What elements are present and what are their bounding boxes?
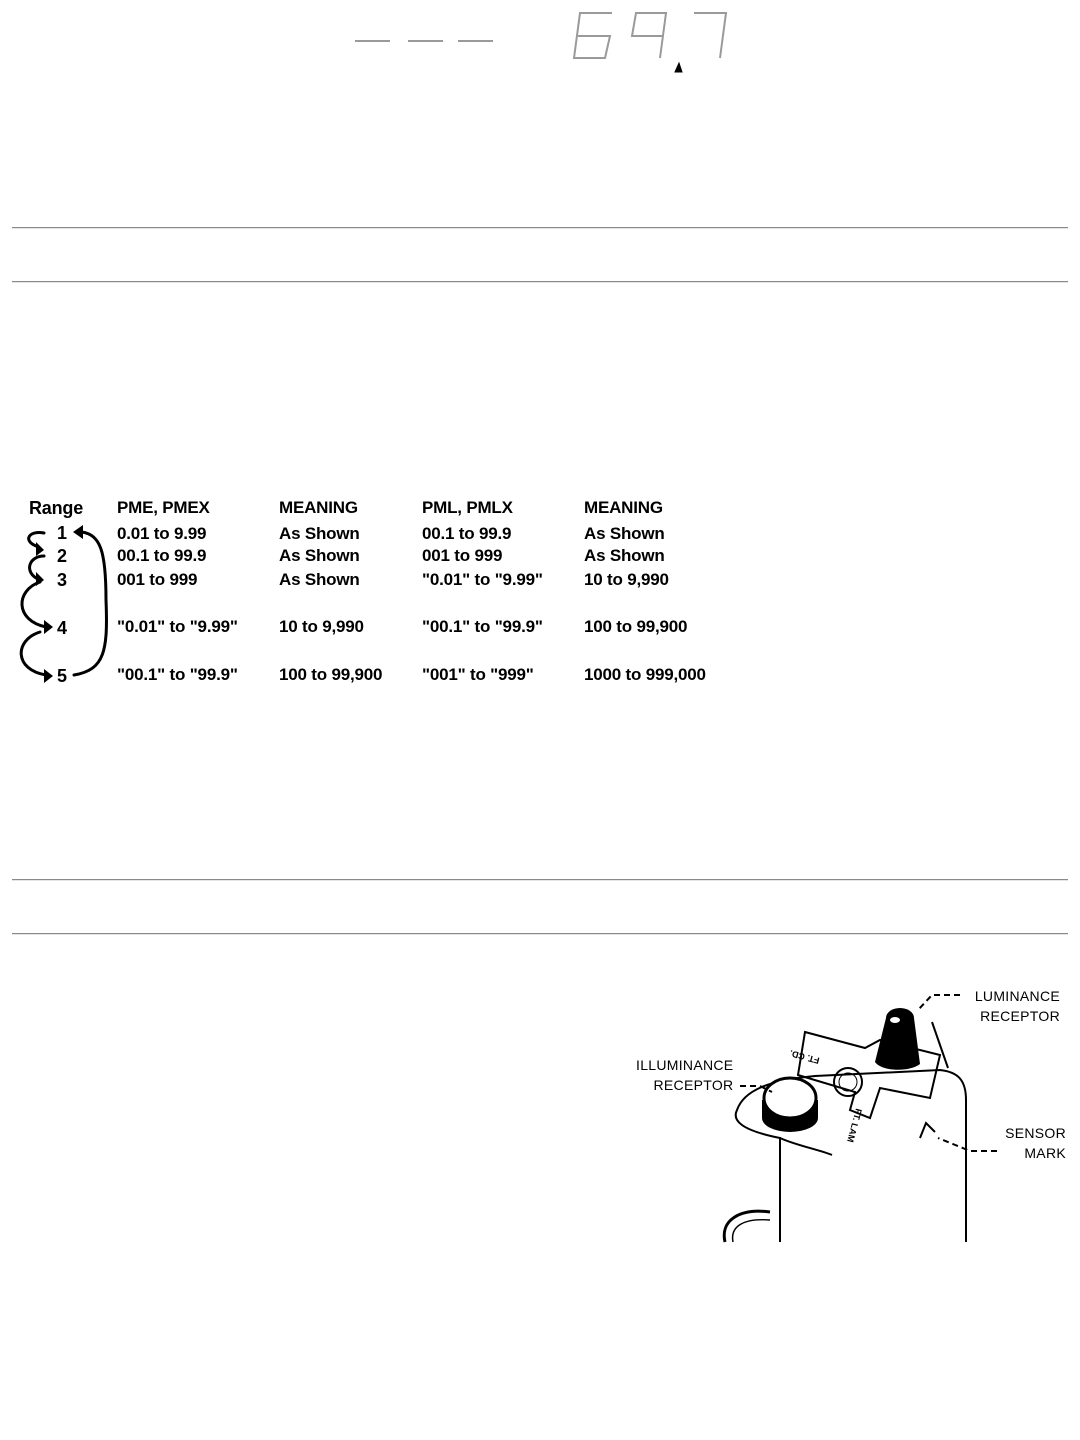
digit-six xyxy=(574,13,612,58)
leader-sensor-mark xyxy=(938,1138,997,1151)
cell-pme: "0.01" to "9.99" xyxy=(117,617,238,636)
range-number: 5 xyxy=(57,666,67,686)
cell-meaning-1: 100 to 99,900 xyxy=(279,665,383,684)
range-number: 1 xyxy=(57,523,67,543)
cell-meaning-2: 1000 to 999,000 xyxy=(584,665,706,684)
arrowhead xyxy=(36,542,44,556)
cell-pml: 001 to 999 xyxy=(422,546,503,565)
range-number: 4 xyxy=(57,618,67,638)
header-pme-pmex: PME, PMEX xyxy=(117,498,210,517)
right-readout-digits xyxy=(574,13,726,72)
range-number: 2 xyxy=(57,546,67,566)
cell-pml: "0.01" to "9.99" xyxy=(422,570,543,589)
digit-nine xyxy=(632,13,666,58)
arrow-loop-3-to-4 xyxy=(22,582,46,627)
meter-sensor-illustration xyxy=(620,980,1080,1250)
cell-meaning-1: As Shown xyxy=(279,546,360,565)
callout-illuminance-receptor: ILLUMINANCE RECEPTOR xyxy=(636,1057,734,1093)
horizontal-rule xyxy=(12,933,1068,935)
cell-meaning-2: 100 to 99,900 xyxy=(584,617,688,636)
luminance-receptor-cone xyxy=(875,1008,920,1070)
decimal-point-marker xyxy=(675,63,682,72)
cell-pml: "001" to "999" xyxy=(422,665,534,684)
horizontal-rule xyxy=(12,227,1068,229)
cell-meaning-2: 10 to 9,990 xyxy=(584,570,669,589)
arrow-loop-4-to-5 xyxy=(21,632,46,675)
illuminance-receptor-dome xyxy=(762,1078,818,1132)
cell-meaning-2: As Shown xyxy=(584,524,665,543)
arrowhead xyxy=(36,572,44,586)
header-range: Range xyxy=(29,498,84,518)
arrow-return-5-to-1 xyxy=(74,532,106,675)
seven-segment-display xyxy=(0,0,1080,90)
meter-side-edge xyxy=(780,1138,832,1155)
header-pml-pmlx: PML, PMLX xyxy=(422,498,513,517)
range-number: 3 xyxy=(57,570,67,590)
cell-pme: 00.1 to 99.9 xyxy=(117,546,207,565)
cell-meaning-1: As Shown xyxy=(279,570,360,589)
cell-meaning-1: 10 to 9,990 xyxy=(279,617,364,636)
cell-meaning-2: As Shown xyxy=(584,546,665,565)
cell-pml: 00.1 to 99.9 xyxy=(422,524,512,543)
eyepiece-ring xyxy=(724,1211,770,1242)
cell-pme: "00.1" to "99.9" xyxy=(117,665,238,684)
range-dial xyxy=(834,1068,862,1096)
panel-label-ftlam: FT. LAM xyxy=(845,1107,864,1144)
arrowhead xyxy=(44,669,53,683)
horizontal-rule xyxy=(12,879,1068,881)
callout-luminance-receptor: LUMINANCE RECEPTOR xyxy=(974,988,1060,1024)
leader-luminance xyxy=(918,995,960,1010)
cell-meaning-1: As Shown xyxy=(279,524,360,543)
arrowhead xyxy=(73,525,83,539)
sensor-mark-zigzag xyxy=(920,1123,935,1138)
cell-pme: 001 to 999 xyxy=(117,570,198,589)
cell-pml: "00.1" to "99.9" xyxy=(422,617,543,636)
header-meaning-2: MEANING xyxy=(584,498,663,517)
range-table xyxy=(0,490,760,700)
horizontal-rule xyxy=(12,281,1068,283)
panel-label-ftcd: FT. CD. xyxy=(788,1048,821,1066)
cell-pme: 0.01 to 9.99 xyxy=(117,524,207,543)
arrowhead xyxy=(44,620,53,634)
digit-seven xyxy=(694,13,726,58)
callout-sensor-mark: SENSOR MARK xyxy=(1005,1125,1066,1161)
header-meaning-1: MEANING xyxy=(279,498,358,517)
